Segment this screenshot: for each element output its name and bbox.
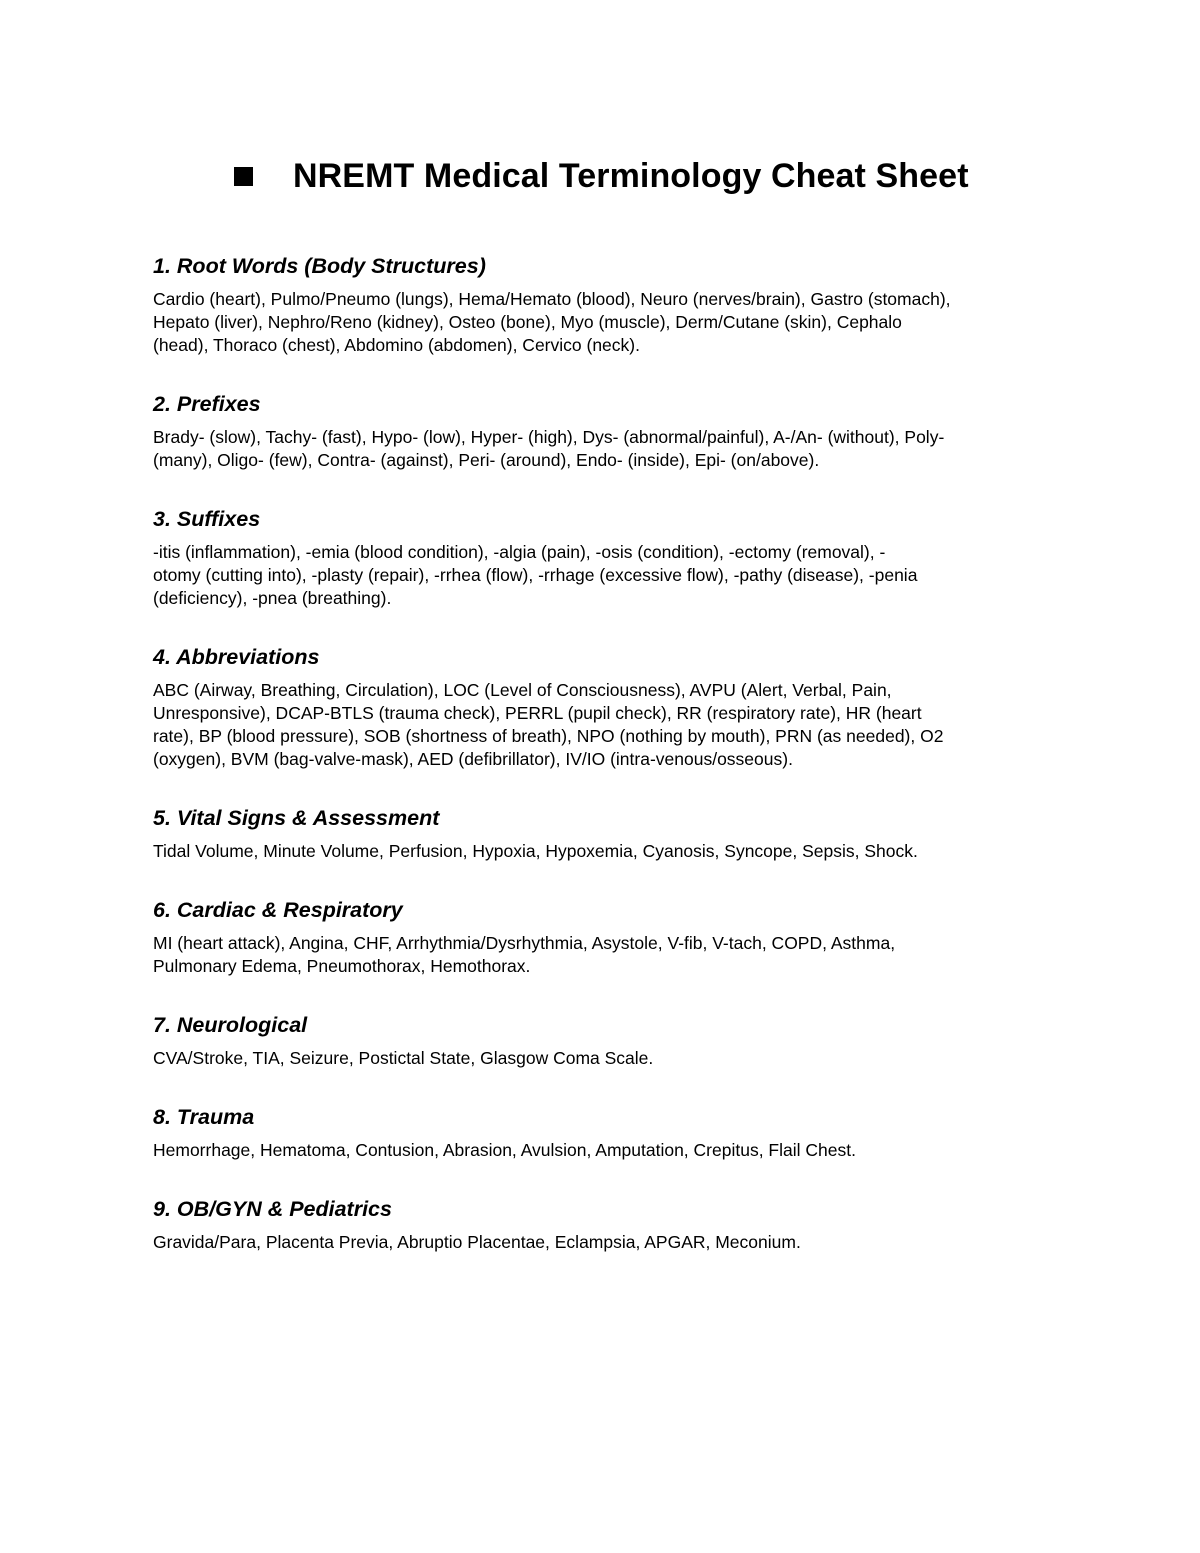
text-line: (deficiency), -pnea (breathing). (153, 588, 392, 608)
text-line: -itis (inflammation), -emia (blood condition), -algia (pain), -osis (condition), -ectomy (removal), - (153, 542, 886, 562)
text-line: (oxygen), BVM (bag-valve-mask), AED (defibrillator), IV/IO (intra-venous/osseous). (153, 749, 793, 769)
text-line: (head), Thoraco (chest), Abdomino (abdomen), Cervico (neck). (153, 335, 640, 355)
section-text (153, 679, 1053, 771)
section-heading: 3. Suffixes (153, 507, 261, 531)
text-line: Cardio (heart), Pulmo/Pneumo (lungs), Hema/Hemato (blood), Neuro (nerves/brain), Gastro (stomach), (153, 289, 951, 309)
section-root-words (153, 252, 1053, 357)
section-text (153, 288, 1053, 357)
text-line: CVA/Stroke, TIA, Seizure, Postictal State, Glasgow Coma Scale. (153, 1048, 654, 1068)
text-line: Gravida/Para, Placenta Previa, Abruptio Placentae, Eclampsia, APGAR, Meconium. (153, 1232, 801, 1252)
section-vital-signs (153, 804, 1053, 863)
section-heading: 7. Neurological (153, 1013, 308, 1037)
section-ob-gyn-pediatrics (153, 1195, 1053, 1254)
text-line: rate), BP (blood pressure), SOB (shortness of breath), NPO (nothing by mouth), PRN (as needed), O2 (153, 726, 944, 746)
text-line: Pulmonary Edema, Pneumothorax, Hemothorax. (153, 956, 531, 976)
text-line: Unresponsive), DCAP-BTLS (trauma check), PERRL (pupil check), RR (respiratory rate), HR (heart (153, 703, 922, 723)
text-line: Hemorrhage, Hematoma, Contusion, Abrasion, Avulsion, Amputation, Crepitus, Flail Chest. (153, 1140, 856, 1160)
document-body (153, 252, 1053, 1287)
text-line: ABC (Airway, Breathing, Circulation), LOC (Level of Consciousness), AVPU (Alert, Verbal, Pain, (153, 680, 892, 700)
text-line: MI (heart attack), Angina, CHF, Arrhythmia/Dysrhythmia, Asystole, V-fib, V-tach, COPD, Asthma, (153, 933, 896, 953)
section-trauma (153, 1103, 1053, 1162)
section-text (153, 840, 1053, 863)
section-abbreviations (153, 643, 1053, 771)
section-text (153, 1139, 1053, 1162)
page-title: NREMT Medical Terminology Cheat Sheet (293, 156, 969, 195)
text-line: (many), Oligo- (few), Contra- (against), Peri- (around), Endo- (inside), Epi- (on/above). (153, 450, 820, 470)
section-heading: 1. Root Words (Body Structures) (153, 254, 486, 278)
section-neurological (153, 1011, 1053, 1070)
section-text (153, 426, 1053, 472)
section-heading: 8. Trauma (153, 1105, 255, 1129)
section-heading: 4. Abbreviations (153, 645, 320, 669)
section-cardiac-respiratory (153, 896, 1053, 978)
section-text (153, 932, 1053, 978)
text-line: Hepato (liver), Nephro/Reno (kidney), Osteo (bone), Myo (muscle), Derm/Cutane (skin), Cephalo (153, 312, 902, 332)
title-row (234, 152, 969, 200)
section-heading: 2. Prefixes (153, 392, 261, 416)
section-prefixes (153, 390, 1053, 472)
section-heading: 5. Vital Signs & Assessment (153, 806, 440, 830)
section-heading: 9. OB/GYN & Pediatrics (153, 1197, 392, 1221)
square-bullet-icon (234, 167, 253, 186)
section-heading: 6. Cardiac & Respiratory (153, 898, 403, 922)
section-text (153, 1231, 1053, 1254)
text-line: Brady- (slow), Tachy- (fast), Hypo- (low), Hyper- (high), Dys- (abnormal/painful), A-/An- (without), Poly- (153, 427, 945, 447)
section-text (153, 1047, 1053, 1070)
text-line: Tidal Volume, Minute Volume, Perfusion, Hypoxia, Hypoxemia, Cyanosis, Syncope, Sepsis, Shock. (153, 841, 918, 861)
text-line: otomy (cutting into), -plasty (repair), -rrhea (flow), -rrhage (excessive flow), -pathy (disease), -penia (153, 565, 918, 585)
section-text (153, 541, 1053, 610)
section-suffixes (153, 505, 1053, 610)
